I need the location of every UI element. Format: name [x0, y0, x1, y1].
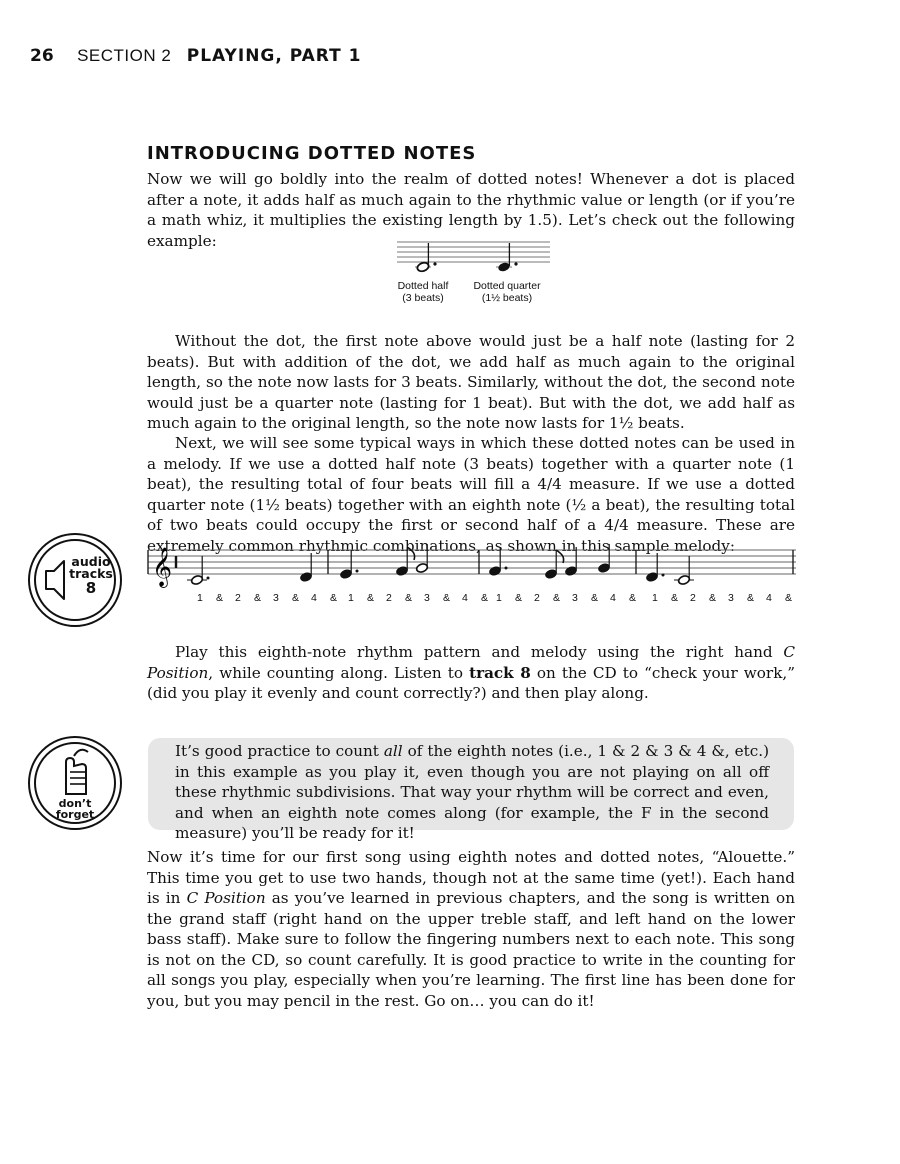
dotted-quarter-label: Dotted quarter: [473, 280, 541, 292]
tip-text: [175, 741, 769, 844]
treble-clef-icon: 𝄞: [152, 547, 173, 587]
running-head: [30, 46, 361, 66]
count-token: &: [785, 592, 793, 604]
count-token: 2: [386, 592, 392, 604]
melody-note: [598, 544, 611, 573]
tip-box: [148, 738, 794, 842]
count-token: 4: [311, 592, 317, 604]
count-token: &: [591, 592, 599, 604]
sample-melody-staff: [146, 538, 806, 598]
count-token: &: [671, 592, 679, 604]
count-token: 2: [235, 592, 241, 604]
count-token: &: [254, 592, 262, 604]
dont-forget-icon: [28, 736, 122, 830]
intro-paragraph: Now we will go boldly into the realm of dotted notes! Whenever a dot is placed after a note, it adds half as much again to the rhythmic value or length (or if you’re a math whiz, it multiplies the existing length by 1.5). Let’s check out the following example:: [147, 170, 795, 250]
dotted-quarter-beats: (1½ beats): [481, 292, 533, 304]
page-number: 26: [30, 46, 54, 66]
dotted-half-beats: (3 beats): [402, 292, 444, 304]
count-token: 1: [197, 592, 203, 604]
count-token: 3: [424, 592, 430, 604]
melody-note: [187, 556, 210, 585]
melody-note: [674, 556, 694, 585]
melody-note: [340, 550, 359, 579]
count-token: 1: [652, 592, 658, 604]
tip-text-em: all: [383, 742, 403, 760]
tip-text-post: of the eighth notes (i.e., 1 & 2 & 3 & 4 &, etc.) in this example as you play it, even though you are not playing on all off these rhythmic subdivisions. That way your rhythm will be correct and even, and when an eighth note comes along (for example, the F in the second measure) you’ll be ready for it!: [175, 742, 770, 842]
count-token: &: [515, 592, 523, 604]
count-token: 2: [690, 592, 696, 604]
dotted-half-label: Dotted half: [397, 280, 449, 292]
count-token: &: [553, 592, 561, 604]
next-paragraph: Next, we will see some typical ways in which these dotted notes can be used in a melody. If we use a dotted half note (3 beats) together with a quarter note (1 beat), the resulting total of four beats will fill a 4/4 measure. If we use a dotted quarter note (1½ beats) together with an eighth note (½ a beat), the resulting total of two beats could occupy the first or second half of a 4/4 measure. These are extremely common rhythmic combinations, as shown in this sample melody:: [147, 434, 795, 555]
alouette-para-text: Now it’s time for our first song using eighth notes and dotted notes, “Alouette.” This time you get to use two hands, though not at the same time (yet!). Each hand is in: [147, 848, 795, 907]
dotted-notes-example: [385, 238, 565, 310]
count-token: 1: [348, 592, 354, 604]
without-dot-paragraph: Without the dot, the first note above would just be a half note (lasting for 2 beats). But with addition of the dot, we add half as much again to the original length, so the note now lasts for 3 beats. Similarly, without the dot, the second note would just be a quarter note (lasting for 1 beat). But with the dot, we add half as much again to the original length, so the note now lasts for 1½ beats.: [147, 332, 795, 432]
count-token: &: [747, 592, 755, 604]
count-token: &: [330, 592, 338, 604]
count-token: 3: [728, 592, 734, 604]
alouette-para-position: C Position: [186, 889, 266, 907]
dotted-notes-staff: [385, 238, 565, 278]
play-para-text-3: on the CD to “check your work,” (did you play it evenly and count correctly?) and then play along.: [147, 663, 795, 702]
alouette-para-text-2: as you’ve learned in previous chapters, and the song is written on the grand staff (right hand on the upper treble staff, and left hand on the lower bass staff). Make sure to follow the fingering numbers next to each note. This song is not on the CD, so count carefully. It is good practice to write in the counting for all songs you play, especially when you’re learning. The first line has been done for you, but you may pencil in the rest. Go on… you can do it!: [147, 889, 795, 1010]
play-para-text: Play this eighth-note rhythm pattern and melody using the right hand: [175, 643, 784, 661]
count-token: 3: [572, 592, 578, 604]
count-token: &: [443, 592, 451, 604]
play-para-track: track 8: [469, 663, 531, 682]
count-token: &: [481, 592, 489, 604]
count-token: &: [629, 592, 637, 604]
play-para-position: C Position: [147, 643, 795, 682]
play-para-text-2: , while counting along. Listen to: [208, 663, 470, 682]
count-token: &: [367, 592, 375, 604]
count-token: 3: [273, 592, 279, 604]
page-heading: INTRODUCING DOTTED NOTES: [147, 143, 477, 164]
audio-icon-line1: audio: [71, 554, 111, 569]
count-token: &: [405, 592, 413, 604]
tip-text-pre: It’s good practice to count: [175, 742, 384, 760]
section-label: SECTION 2: [77, 46, 172, 65]
count-token: 4: [610, 592, 616, 604]
forget-icon-line2: forget: [55, 808, 95, 821]
play-paragraph: [147, 642, 795, 704]
counting-row: [146, 592, 798, 606]
count-token: 1: [496, 592, 502, 604]
forget-icon-line1: don’t: [58, 797, 92, 810]
alouette-paragraph: [147, 847, 795, 1011]
melody-note: [416, 544, 429, 573]
dotted-quarter-caption: [467, 280, 547, 304]
section-title: PLAYING, PART 1: [186, 46, 362, 66]
dotted-half-caption: [391, 280, 455, 304]
audio-tracks-icon: [28, 533, 122, 627]
audio-icon-line2: tracks: [69, 566, 113, 581]
melody-note: [545, 550, 564, 579]
count-token: 4: [462, 592, 468, 604]
count-token: &: [292, 592, 300, 604]
count-token: &: [216, 592, 224, 604]
count-token: &: [709, 592, 717, 604]
count-token: 2: [534, 592, 540, 604]
count-token: 4: [766, 592, 772, 604]
audio-icon-track: 8: [85, 579, 97, 597]
